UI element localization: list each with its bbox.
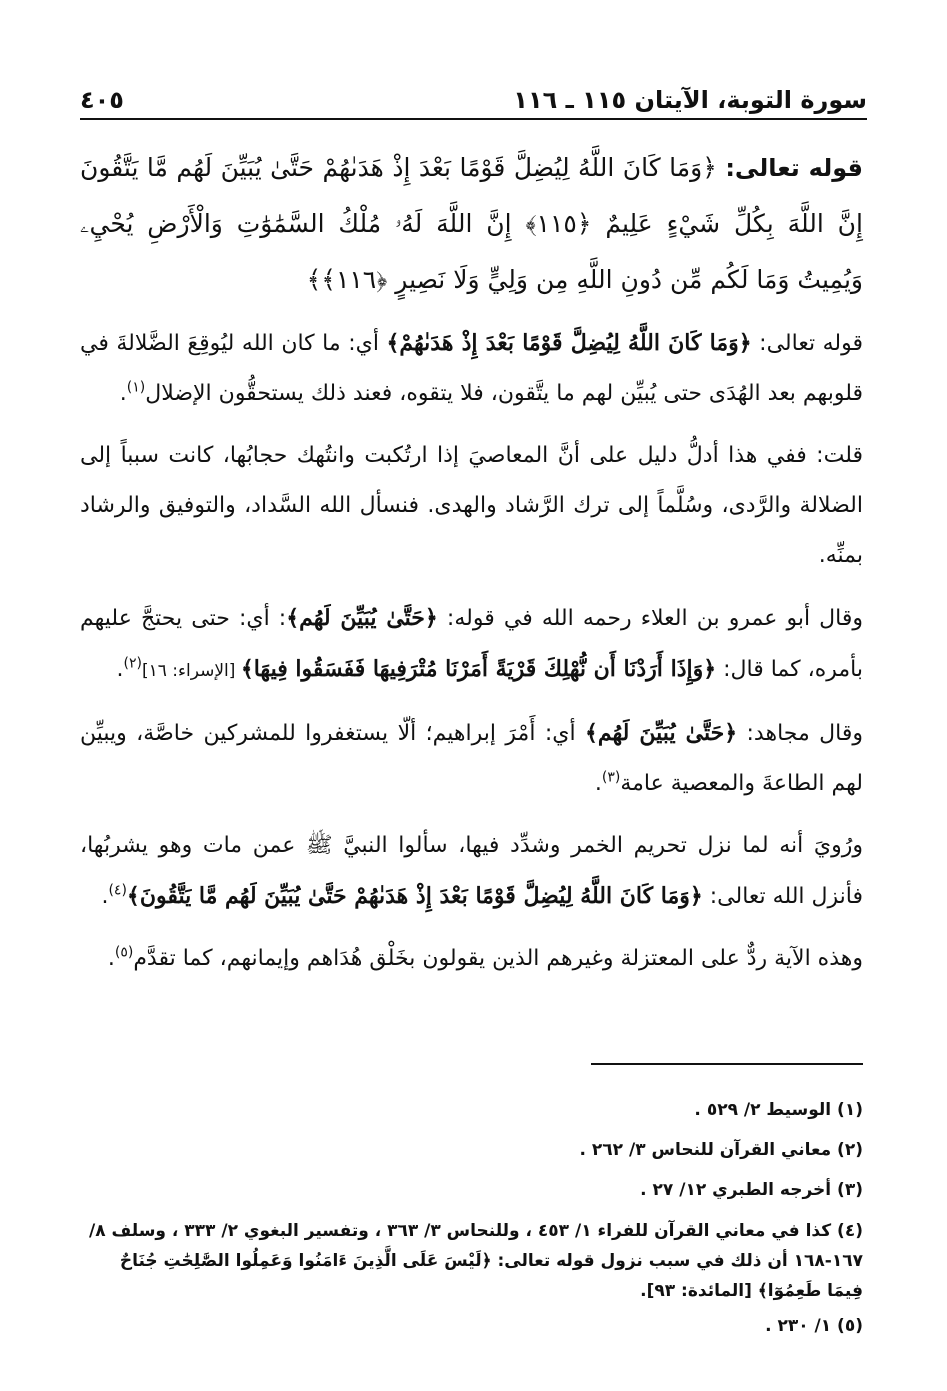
- footnote-marker: (١): [126, 379, 146, 396]
- page-number: ٤٠٥: [80, 86, 124, 114]
- footnote-5: (٥) ١/ ٢٣٠ .: [765, 1316, 863, 1336]
- footnote-separator: [591, 1063, 863, 1065]
- para-end: .: [594, 771, 602, 796]
- para-end: .: [116, 657, 124, 682]
- para-end: .: [119, 381, 127, 406]
- paragraph-2: [80, 431, 863, 581]
- page-body: [80, 140, 863, 996]
- paragraph-6: [80, 934, 863, 984]
- para-text: وقال مجاهد:: [737, 721, 863, 746]
- para-text: وهذه الآية ردٌّ على المعتزلة وغيرهم الذين يقولون بخَلْق هُدَاهم وإيمانهم، كما تقدَّم: [133, 946, 863, 971]
- quran-quote: ﴿حَتَّىٰ يُبَيِّنَ لَهُم﴾: [286, 605, 438, 631]
- quran-quote: ﴿وَمَا كَانَ اللَّهُ لِيُضِلَّ قَوْمًا بَعْدَ إِذْ هَدَىٰهُمْ حَتَّىٰ يُبَيِّنَ لَهُم مَّا يَتَّقُونَ﴾: [126, 883, 703, 909]
- paragraph-4: [80, 708, 863, 809]
- quran-quote: ﴿وَمَا كَانَ اللَّهُ لِيُضِلَّ قَوْمًا بَعْدَ إِذْ هَدَىٰهُمْ﴾: [386, 330, 752, 356]
- footnotes: [80, 1090, 863, 1346]
- page-header: [80, 74, 867, 120]
- para-text: : أي: حتى يحتجَّ عليهم بأمره، كما قال:: [80, 606, 863, 682]
- footnote-1: (١) الوسيط ٢/ ٥٢٩ .: [694, 1100, 863, 1120]
- para-text: قلت: ففي هذا أدلُّ دليل على أنَّ المعاصيَ إذا ارتُكبت وانتُهك حجابُها، كانت سبباً إلى الضلالة والرَّدى، وسُلَّماً إلى ترك الرَّشاد والهدى. فنسأل الله السَّداد، والتوفيق والرشاد بمنِّه.: [80, 443, 863, 568]
- para-end: .: [101, 884, 109, 909]
- paragraph-3: [80, 593, 863, 696]
- footnote-4: (٤) كذا في معاني القرآن للفراء ١/ ٤٥٣ ، وللنحاس ٣/ ٣٦٣ ، وتفسير البغوي ٢/ ٣٣٣ ، وسلف ٨/ ١٦٧-١٦٨ أن ذلك في سبب نزول قوله تعالى: ﴿لَيْسَ عَلَى الَّذِينَ ءَامَنُوا وَعَمِلُوا الصَّٰلِحَٰتِ جُنَاحٌ فِيمَا طَعِمُوٓا﴾ [المائدة: ٩٣].: [89, 1221, 863, 1301]
- footnote-3: (٣) أخرجه الطبري ١٢/ ٢٧ .: [640, 1180, 863, 1200]
- paragraph-1: [80, 318, 863, 419]
- quran-quote: ﴿حَتَّىٰ يُبَيِّنَ لَهُم﴾: [584, 720, 738, 746]
- quran-reference: [الإسراء: ١٦]: [141, 661, 241, 681]
- verse-block: [80, 140, 863, 308]
- para-text: قوله تعالى:: [751, 331, 863, 356]
- para-text: أي: أَمْرَ إبراهيم؛ ألّا يستغفروا للمشركين خاصَّة، ويبيِّن لهم الطاعةَ والمعصية عامة: [80, 721, 863, 796]
- running-title: سورة التوبة، الآيتان ١١٥ ـ ١١٦: [513, 86, 867, 114]
- paragraph-5: [80, 821, 863, 922]
- footnote-marker: (٣): [601, 769, 621, 786]
- quran-quote: ﴿وَإِذَا أَرَدْنَا أَن نُّهْلِكَ قَرْيَةً أَمَرْنَا مُتْرَفِيهَا فَفَسَقُوا فِيهَا﴾: [240, 656, 717, 682]
- footnote-marker: (٢): [123, 655, 142, 672]
- footnote-marker: (٥): [114, 944, 134, 961]
- para-text: ورُويَ أنه لما نزل تحريم الخمر وشدِّد فيها، سألوا النبيَّ ﷺ عمن مات وهو يشربُها، فأنزل الله تعالى:: [80, 833, 863, 909]
- para-end: .: [107, 946, 115, 971]
- verse-text: ﴿وَمَا كَانَ اللَّهُ لِيُضِلَّ قَوْمًا بَعْدَ إِذْ هَدَىٰهُمْ حَتَّىٰ يُبَيِّنَ لَهُم مَّا يَتَّقُونَ إِنَّ اللَّهَ بِكُلِّ شَيْءٍ عَلِيمٌ ﴿١١٥﴾ إِنَّ اللَّهَ لَهُۥ مُلْكُ السَّمَٰوَٰتِ وَالْأَرْضِ يُحْيِۦ وَيُمِيتُ وَمَا لَكُم مِّن دُونِ اللَّهِ مِن وَلِيٍّ وَلَا نَصِيرٍ ﴿١١٦﴾﴾: [80, 153, 863, 294]
- para-text: أي: ما كان الله ليُوقِعَ الضَّلالةَ في قلوبهم بعد الهُدَى حتى يُبيِّن لهم ما يتَّقون، فلا يتقوه، فعند ذلك يستحقُّون الإضلال: [80, 331, 863, 406]
- verse-lead: قوله تعالى:: [725, 154, 863, 182]
- para-text: وقال أبو عمرو بن العلاء رحمه الله في قوله:: [437, 606, 864, 631]
- footnote-2: (٢) معاني القرآن للنحاس ٣/ ٢٦٢ .: [579, 1140, 863, 1160]
- footnote-marker: (٤): [108, 882, 127, 899]
